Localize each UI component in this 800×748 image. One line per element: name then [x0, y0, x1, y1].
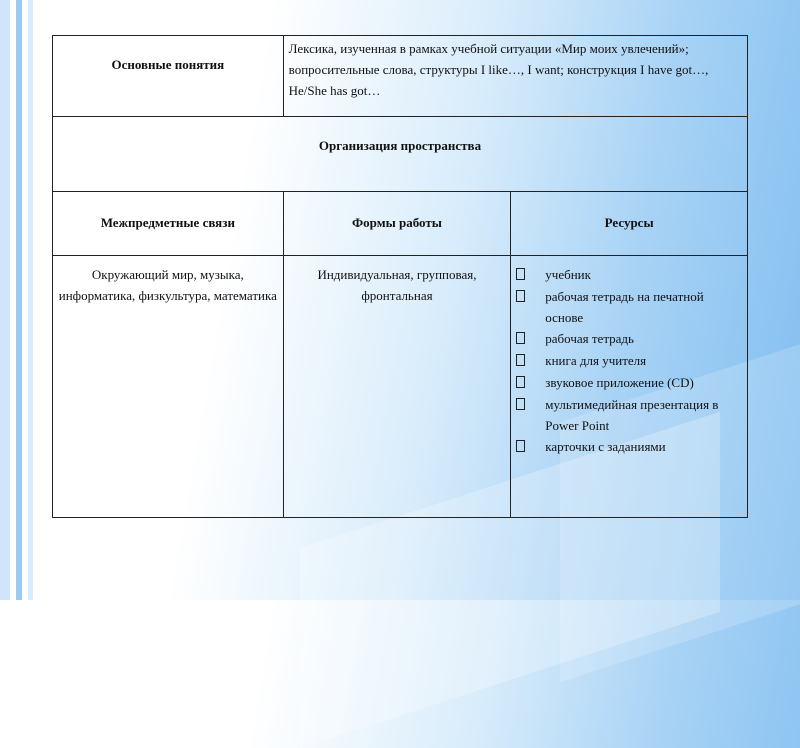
resources-list: [516, 264, 742, 458]
bullet-box-icon: [516, 350, 545, 372]
header-resources: Ресурсы: [511, 192, 748, 256]
header-work-forms: Формы работы: [283, 192, 511, 256]
decor-stripe: [28, 0, 33, 600]
header-interdisciplinary: Межпредметные связи: [53, 192, 284, 256]
work-forms: Индивидуальная, групповая, фронтальная: [283, 256, 511, 518]
decor-stripe: [0, 0, 10, 600]
list-item: мультимедийная презентация в Power Point: [516, 394, 742, 436]
interdisciplinary-links: Окружающий мир, музыка, информатика, физкультура, математика: [53, 256, 284, 518]
bullet-box-icon: [516, 328, 545, 350]
basic-concepts-label: Основные понятия: [53, 36, 284, 117]
bullet-box-icon: [516, 436, 545, 458]
list-item: рабочая тетрадь на печатной основе: [516, 286, 742, 328]
basic-concepts-text: Лексика, изученная в рамках учебной ситуации «Мир моих увлечений»; вопросительные слова, структуры I like…, I want; конструкция I have got…, He/She has got…: [283, 36, 747, 117]
bullet-box-icon: [516, 286, 545, 328]
bullet-box-icon: [516, 264, 545, 286]
list-item: книга для учителя: [516, 350, 742, 372]
resources-list-cell: [511, 256, 748, 518]
decor-stripe: [16, 0, 22, 600]
list-item: карточки с заданиями: [516, 436, 742, 458]
bullet-box-icon: [516, 372, 545, 394]
space-organization-heading: Организация пространства: [53, 117, 748, 192]
list-item: звуковое приложение (CD): [516, 372, 742, 394]
lesson-table: [52, 35, 748, 518]
list-item: учебник: [516, 264, 742, 286]
list-item: рабочая тетрадь: [516, 328, 742, 350]
bullet-box-icon: [516, 394, 545, 436]
